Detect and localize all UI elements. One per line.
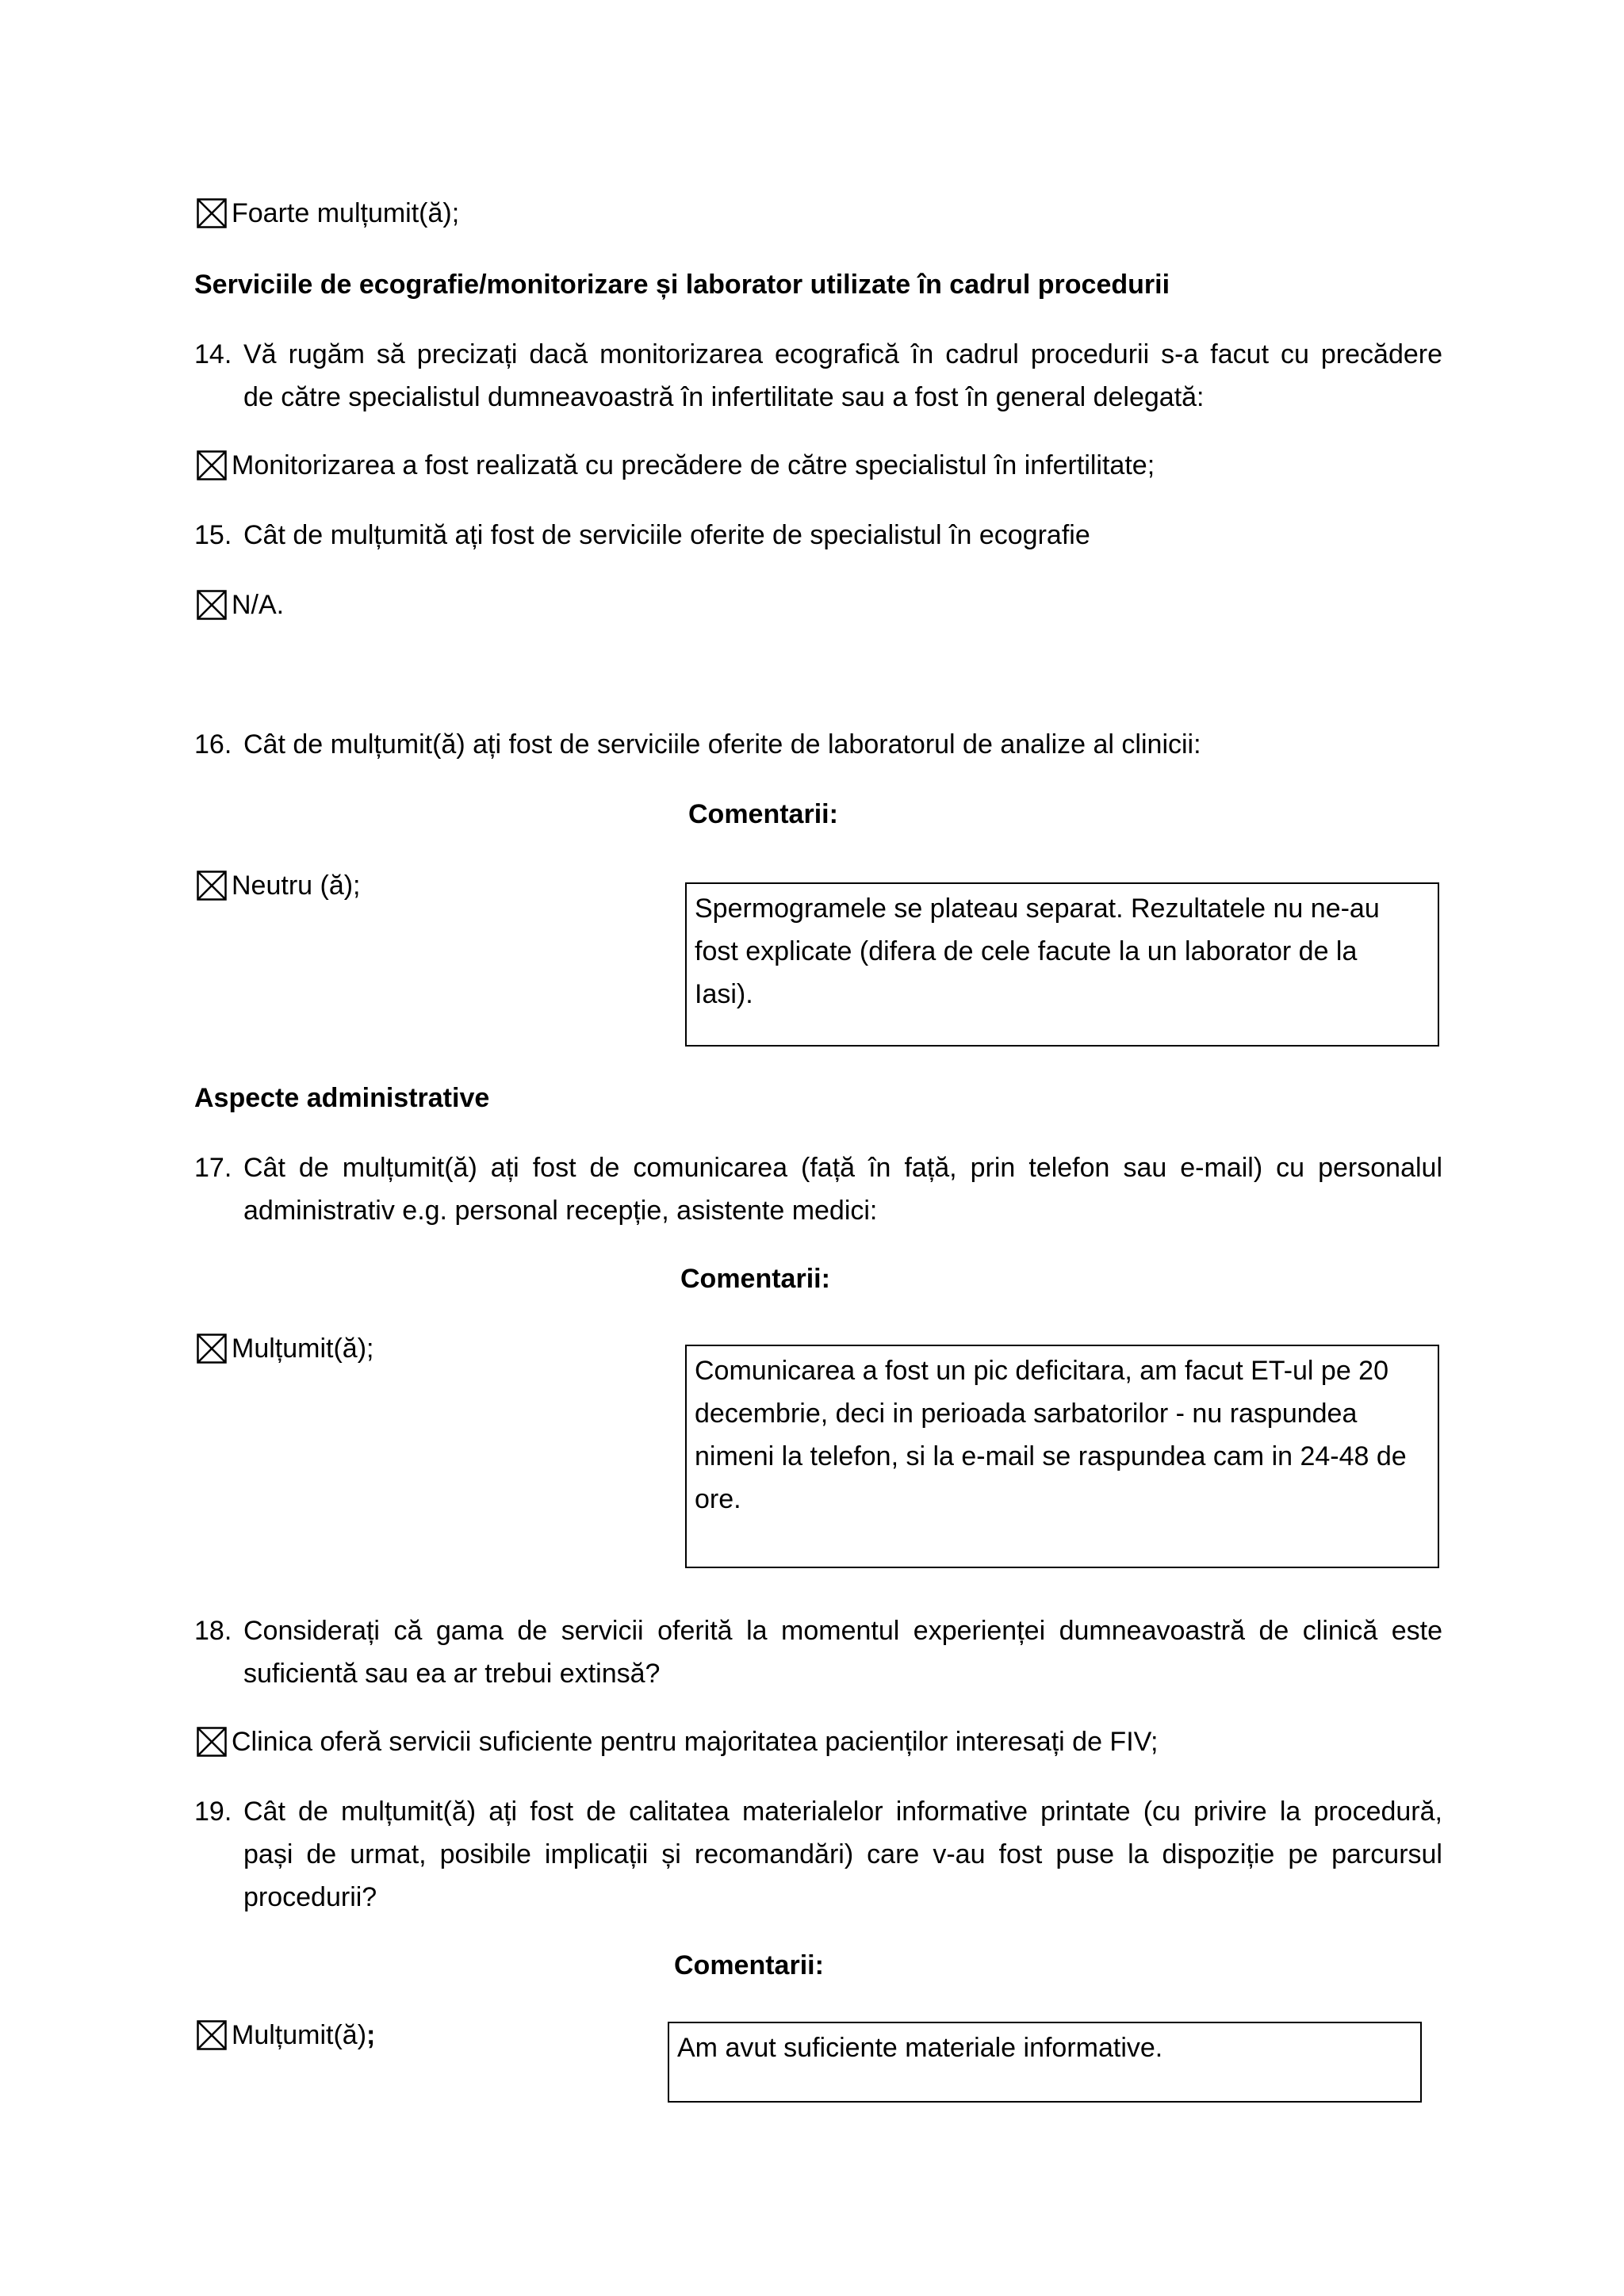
question-line: administrativ e.g. personal recepție, asistente medici: xyxy=(243,1196,878,1226)
question-line: suficientă sau ea ar trebui extinsă? xyxy=(243,1659,661,1689)
comment-box[interactable] xyxy=(685,1345,1439,1568)
question-line: de către specialistul dumneavoastră în infertilitate sau a fost în general delegată: xyxy=(243,382,1205,412)
answer-option-label: Neutru (ă); xyxy=(232,871,361,901)
answer-option-label: Foarte mulțumit(ă); xyxy=(232,198,460,228)
comment-line: nimeni la telefon, si la e-mail se raspundea cam in 24-48 de xyxy=(695,1441,1407,1471)
comment-line: fost explicate (difera de cele facute la un laborator de la xyxy=(695,936,1358,966)
comment-line: ore. xyxy=(695,1484,741,1514)
question-text: Cât de mulțumită ați fost de serviciile oferite de specialistul în ecografie xyxy=(243,520,1090,550)
checked-checkbox-icon[interactable] xyxy=(197,450,227,480)
question-text xyxy=(243,1146,1442,1232)
answer-option-label: N/A. xyxy=(232,590,285,620)
section-heading: Aspecte administrative xyxy=(194,1083,490,1113)
comment-line: Am avut suficiente materiale informative. xyxy=(677,2033,1163,2063)
question-number: 15. xyxy=(194,520,232,550)
question-line: Cât de mulțumit(ă) ați fost de comunicarea (față în față, prin telefon sau e-mail) cu personalul xyxy=(243,1153,1442,1183)
comment-box[interactable] xyxy=(668,2022,1422,2103)
question-text xyxy=(243,333,1442,419)
question-number: 16. xyxy=(194,729,232,760)
comment-line: Iasi). xyxy=(695,979,753,1009)
checked-checkbox-icon[interactable] xyxy=(197,590,227,620)
checked-checkbox-icon[interactable] xyxy=(197,871,227,901)
question-text: Cât de mulțumit(ă) ați fost de serviciile oferite de laboratorul de analize al clinicii: xyxy=(243,729,1201,760)
answer-option-suffix: ; xyxy=(366,2020,376,2050)
comment-line: decembrie, deci in perioada sarbatorilor - nu raspundea xyxy=(695,1399,1358,1429)
question-line: Considerați că gama de servicii oferită la momentul experienței dumneavoastră de clinică este xyxy=(243,1616,1442,1646)
question-number: 19. xyxy=(194,1797,232,1827)
question-number: 18. xyxy=(194,1616,232,1646)
question-line: Cât de mulțumit(ă) ați fost de calitatea materialelor informative printate (cu privire la procedură, xyxy=(243,1797,1442,1827)
question-number: 17. xyxy=(194,1153,232,1183)
answer-option-label: Clinica oferă servicii suficiente pentru majoritatea pacienților interesați de FIV; xyxy=(232,1727,1159,1757)
section-heading: Serviciile de ecografie/monitorizare și laborator utilizate în cadrul procedurii xyxy=(194,270,1170,300)
question-number: 14. xyxy=(194,339,232,369)
comment-line: Comunicarea a fost un pic deficitara, am facut ET-ul pe 20 xyxy=(695,1356,1389,1386)
checked-checkbox-icon[interactable] xyxy=(197,2020,227,2050)
answer-option-text: Mulțumit(ă) xyxy=(232,2020,367,2050)
checked-checkbox-icon[interactable] xyxy=(197,198,227,228)
comment-line: Spermogramele se plateau separat. Rezultatele nu ne-au xyxy=(695,894,1380,924)
comments-label: Comentarii: xyxy=(688,799,838,829)
question-text xyxy=(243,1790,1442,1919)
answer-option-label: Mulțumit(ă); xyxy=(232,1334,374,1364)
question-text xyxy=(243,1609,1442,1695)
comments-label: Comentarii: xyxy=(674,1950,824,1980)
question-line: pași de urmat, posibile implicații și recomandări) care v-au fost puse la dispoziție pe parcursul xyxy=(243,1839,1442,1869)
checked-checkbox-icon[interactable] xyxy=(197,1334,227,1364)
answer-option-label xyxy=(232,2014,375,2057)
checked-checkbox-icon[interactable] xyxy=(197,1727,227,1757)
answer-option-label: Monitorizarea a fost realizată cu precădere de către specialistul în infertilitate; xyxy=(232,450,1155,480)
comment-box[interactable] xyxy=(685,882,1439,1047)
comments-label: Comentarii: xyxy=(680,1264,830,1294)
question-line: procedurii? xyxy=(243,1882,377,1912)
question-line: Vă rugăm să precizați dacă monitorizarea ecografică în cadrul procedurii s-a facut cu precădere xyxy=(243,339,1442,369)
